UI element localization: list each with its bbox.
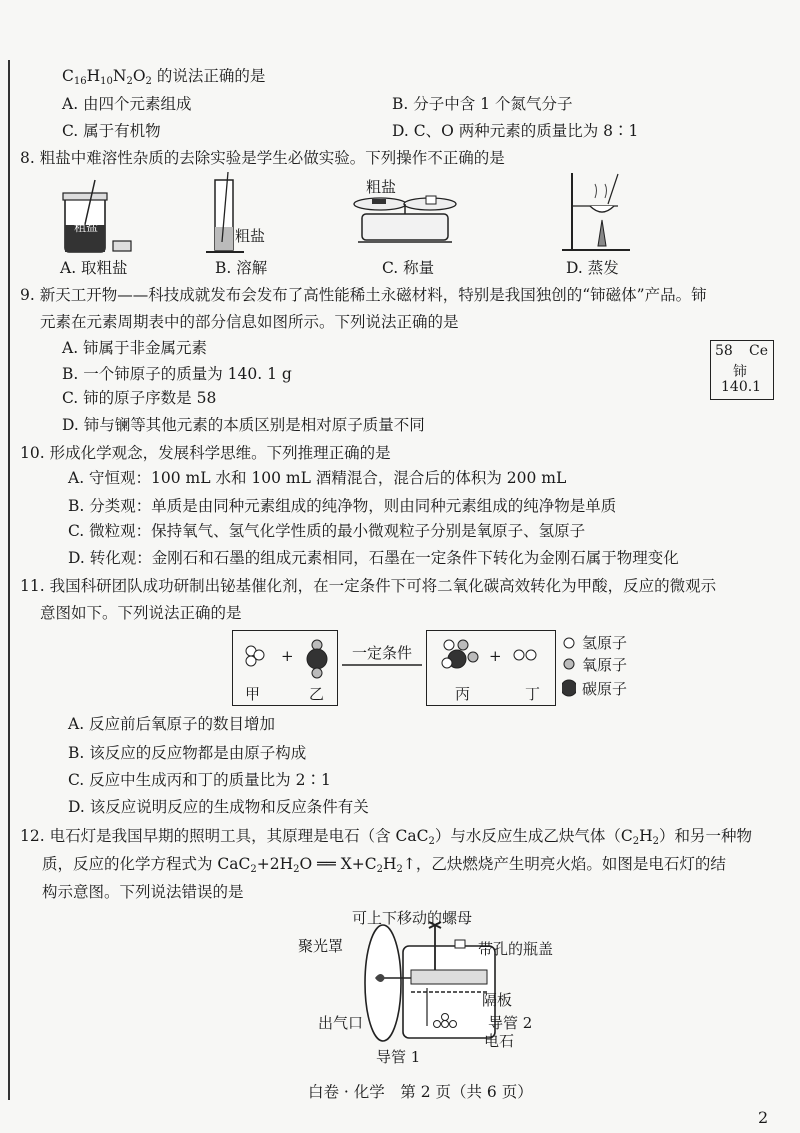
q12-label-plate: 隔板	[482, 991, 513, 1009]
q12-label-reflector: 聚光罩	[298, 937, 344, 955]
q12-stem-line3: 构示意图。下列说法错误的是	[42, 883, 244, 901]
q12-stem-line2	[42, 852, 726, 875]
q11-reaction-condition: 一定条件	[352, 644, 413, 662]
q10-stem: 10. 形成化学观念，发展科学思维。下列推理正确的是	[20, 444, 391, 462]
q7-formula-h: H	[86, 67, 101, 85]
q11-legend-hydrogen: 氢原子	[582, 634, 628, 652]
q11-legend-carbon: 碳原子	[582, 680, 628, 698]
q7-formula-h-sub: 10	[100, 76, 113, 87]
q9-element-mass: 140.1	[721, 379, 762, 395]
q11-product-plus: +	[489, 647, 502, 665]
q11-option-c: C. 反应中生成丙和丁的质量比为 2∶1	[68, 771, 331, 789]
q11-option-a: A. 反应前后氧原子的数目增加	[68, 715, 276, 733]
q7-formula-c: C	[62, 67, 74, 85]
q8-option-c: C. 称量	[382, 259, 435, 277]
q11-legend-swatches	[562, 636, 576, 700]
q12-label-carbide: 电石	[484, 1032, 515, 1050]
q8-figure-a-jar	[55, 175, 145, 255]
q8-figure-b-label: 粗盐	[235, 227, 266, 245]
q10-option-d: D. 转化观：金刚石和石墨的组成元素相同，石墨在一定条件下转化为金刚石属于物理变化	[68, 549, 679, 567]
q12-stem-line1	[20, 824, 752, 847]
q11-reactant-plus: +	[281, 647, 294, 665]
q11-label-jia: 甲	[245, 685, 261, 703]
q8-option-b: B. 溶解	[215, 259, 268, 277]
q9-stem-line1: 9. 新天工开物——科技成就发布会发布了高性能稀土永磁材料，特别是我国独创的“铈磁体”产品。铈	[20, 286, 707, 304]
q11-option-b: B. 该反应的反应物都是由原子构成	[68, 744, 307, 762]
q8-figure-c-balance	[350, 190, 460, 255]
q12-eq-sub-c2: 2	[376, 864, 383, 875]
q11-product-box	[426, 630, 556, 706]
q11-label-bing: 丙	[455, 685, 471, 703]
q11-reaction-arrow	[342, 662, 422, 668]
q9-option-c: C. 铈的原子序数是 58	[62, 389, 217, 407]
q12-eq-sub-h2o: 2	[293, 864, 300, 875]
q9-stem-line2: 元素在元素周期表中的部分信息如图所示。下列说法正确的是	[40, 313, 459, 331]
q12-line1-part-b: ）与水反应生成乙炔气体（C	[434, 827, 633, 845]
q12-label-tube2: 导管 2	[488, 1014, 533, 1032]
q7-formula-n-sub: 2	[126, 76, 133, 87]
page-footer: 白卷 · 化学 第 2 页（共 6 页）	[308, 1083, 533, 1101]
q8-stem: 8. 粗盐中难溶性杂质的去除实验是学生必做实验。下列操作不正确的是	[20, 149, 505, 167]
q12-line1-part-a: 12. 电石灯是我国早期的照明工具，其原理是电石（含 CaC	[20, 827, 429, 845]
q10-option-b: B. 分类观：单质是由同种元素组成的纯净物，则由同种元素组成的纯净物是单质	[68, 497, 617, 515]
q7-option-a: A. 由四个元素组成	[62, 95, 192, 113]
q11-label-yi: 乙	[309, 685, 325, 703]
q12-line1-part-d: ）和另一种物	[659, 827, 753, 845]
q9-element-symbol: Ce	[749, 343, 768, 359]
q10-option-c: C. 微粒观：保持氧气、氢气化学性质的最小微观粒子分别是氧原子、氢原子	[68, 522, 586, 540]
q7-formula-o-sub: 2	[145, 76, 152, 87]
q7-stem-tail: 的说法正确的是	[151, 67, 266, 85]
q11-option-d: D. 该反应说明反应的生成物和反应条件有关	[68, 798, 369, 816]
q12-line2-part-c: O ══ X+C	[299, 855, 377, 873]
q11-label-ding: 丁	[525, 685, 541, 703]
q12-label-tube1: 导管 1	[376, 1048, 421, 1066]
q8-figure-c-label: 粗盐	[366, 178, 397, 196]
q12-label-cap: 带孔的瓶盖	[478, 940, 554, 958]
q12-eq-sub-cac2: 2	[250, 864, 257, 875]
q7-formula-n: N	[112, 67, 127, 85]
q12-line2-part-d: H	[383, 855, 397, 873]
q8-option-d: D. 蒸发	[566, 259, 619, 277]
q12-label-outlet: 出气口	[318, 1014, 364, 1032]
q12-sub-c2: 2	[632, 836, 640, 847]
q8-figure-d-evaporation	[560, 168, 635, 258]
q12-line2-part-b: +2H	[256, 855, 294, 873]
q12-eq-sub-h2: 2	[396, 864, 403, 875]
q9-option-b: B. 一个铈原子的质量为 140. 1 g	[62, 365, 292, 383]
q7-formula-c-sub: 16	[73, 76, 87, 87]
q9-element-name: 铈	[733, 364, 747, 380]
q7-option-c: C. 属于有机物	[62, 122, 161, 140]
q12-sub-h2: 2	[652, 836, 659, 847]
q11-reactant-box	[232, 630, 338, 706]
q7-option-d: D. C、O 两种元素的质量比为 8∶1	[392, 122, 639, 140]
q12-line1-part-c: H	[639, 827, 653, 845]
q9-element-number: 58	[715, 343, 733, 359]
margin-binding-line	[8, 60, 10, 1100]
page-number: 2	[758, 1108, 769, 1127]
q11-stem-line2: 意图如下。下列说法正确的是	[40, 604, 242, 622]
q8-figure-a-label: 粗盐	[74, 220, 99, 234]
q7-option-b: B. 分子中含 1 个氮气分子	[392, 95, 573, 113]
q9-option-a: A. 铈属于非金属元素	[62, 339, 208, 357]
q11-stem-line1: 11. 我国科研团队成功研制出铋基催化剂，在一定条件下可将二氧化碳高效转化为甲酸，反应的微观示	[20, 577, 717, 595]
q12-label-nut: 可上下移动的螺母	[352, 909, 473, 927]
q12-sub-cac2: 2	[428, 836, 435, 847]
q12-line2-part-e: ↑，乙炔燃烧产生明亮火焰。如图是电石灯的结	[402, 855, 726, 873]
q10-option-a: A. 守恒观：100 mL 水和 100 mL 酒精混合，混合后的体积为 200 mL	[68, 469, 567, 487]
q7-formula-line	[62, 64, 265, 87]
q11-legend-oxygen: 氧原子	[582, 656, 628, 674]
q9-element-card	[710, 340, 774, 400]
q12-line2-part-a: 质，反应的化学方程式为 CaC	[42, 855, 251, 873]
q9-option-d: D. 铈与镧等其他元素的本质区别是相对原子质量不同	[62, 416, 425, 434]
q7-formula-o: O	[132, 67, 146, 85]
q8-option-a: A. 取粗盐	[60, 259, 128, 277]
